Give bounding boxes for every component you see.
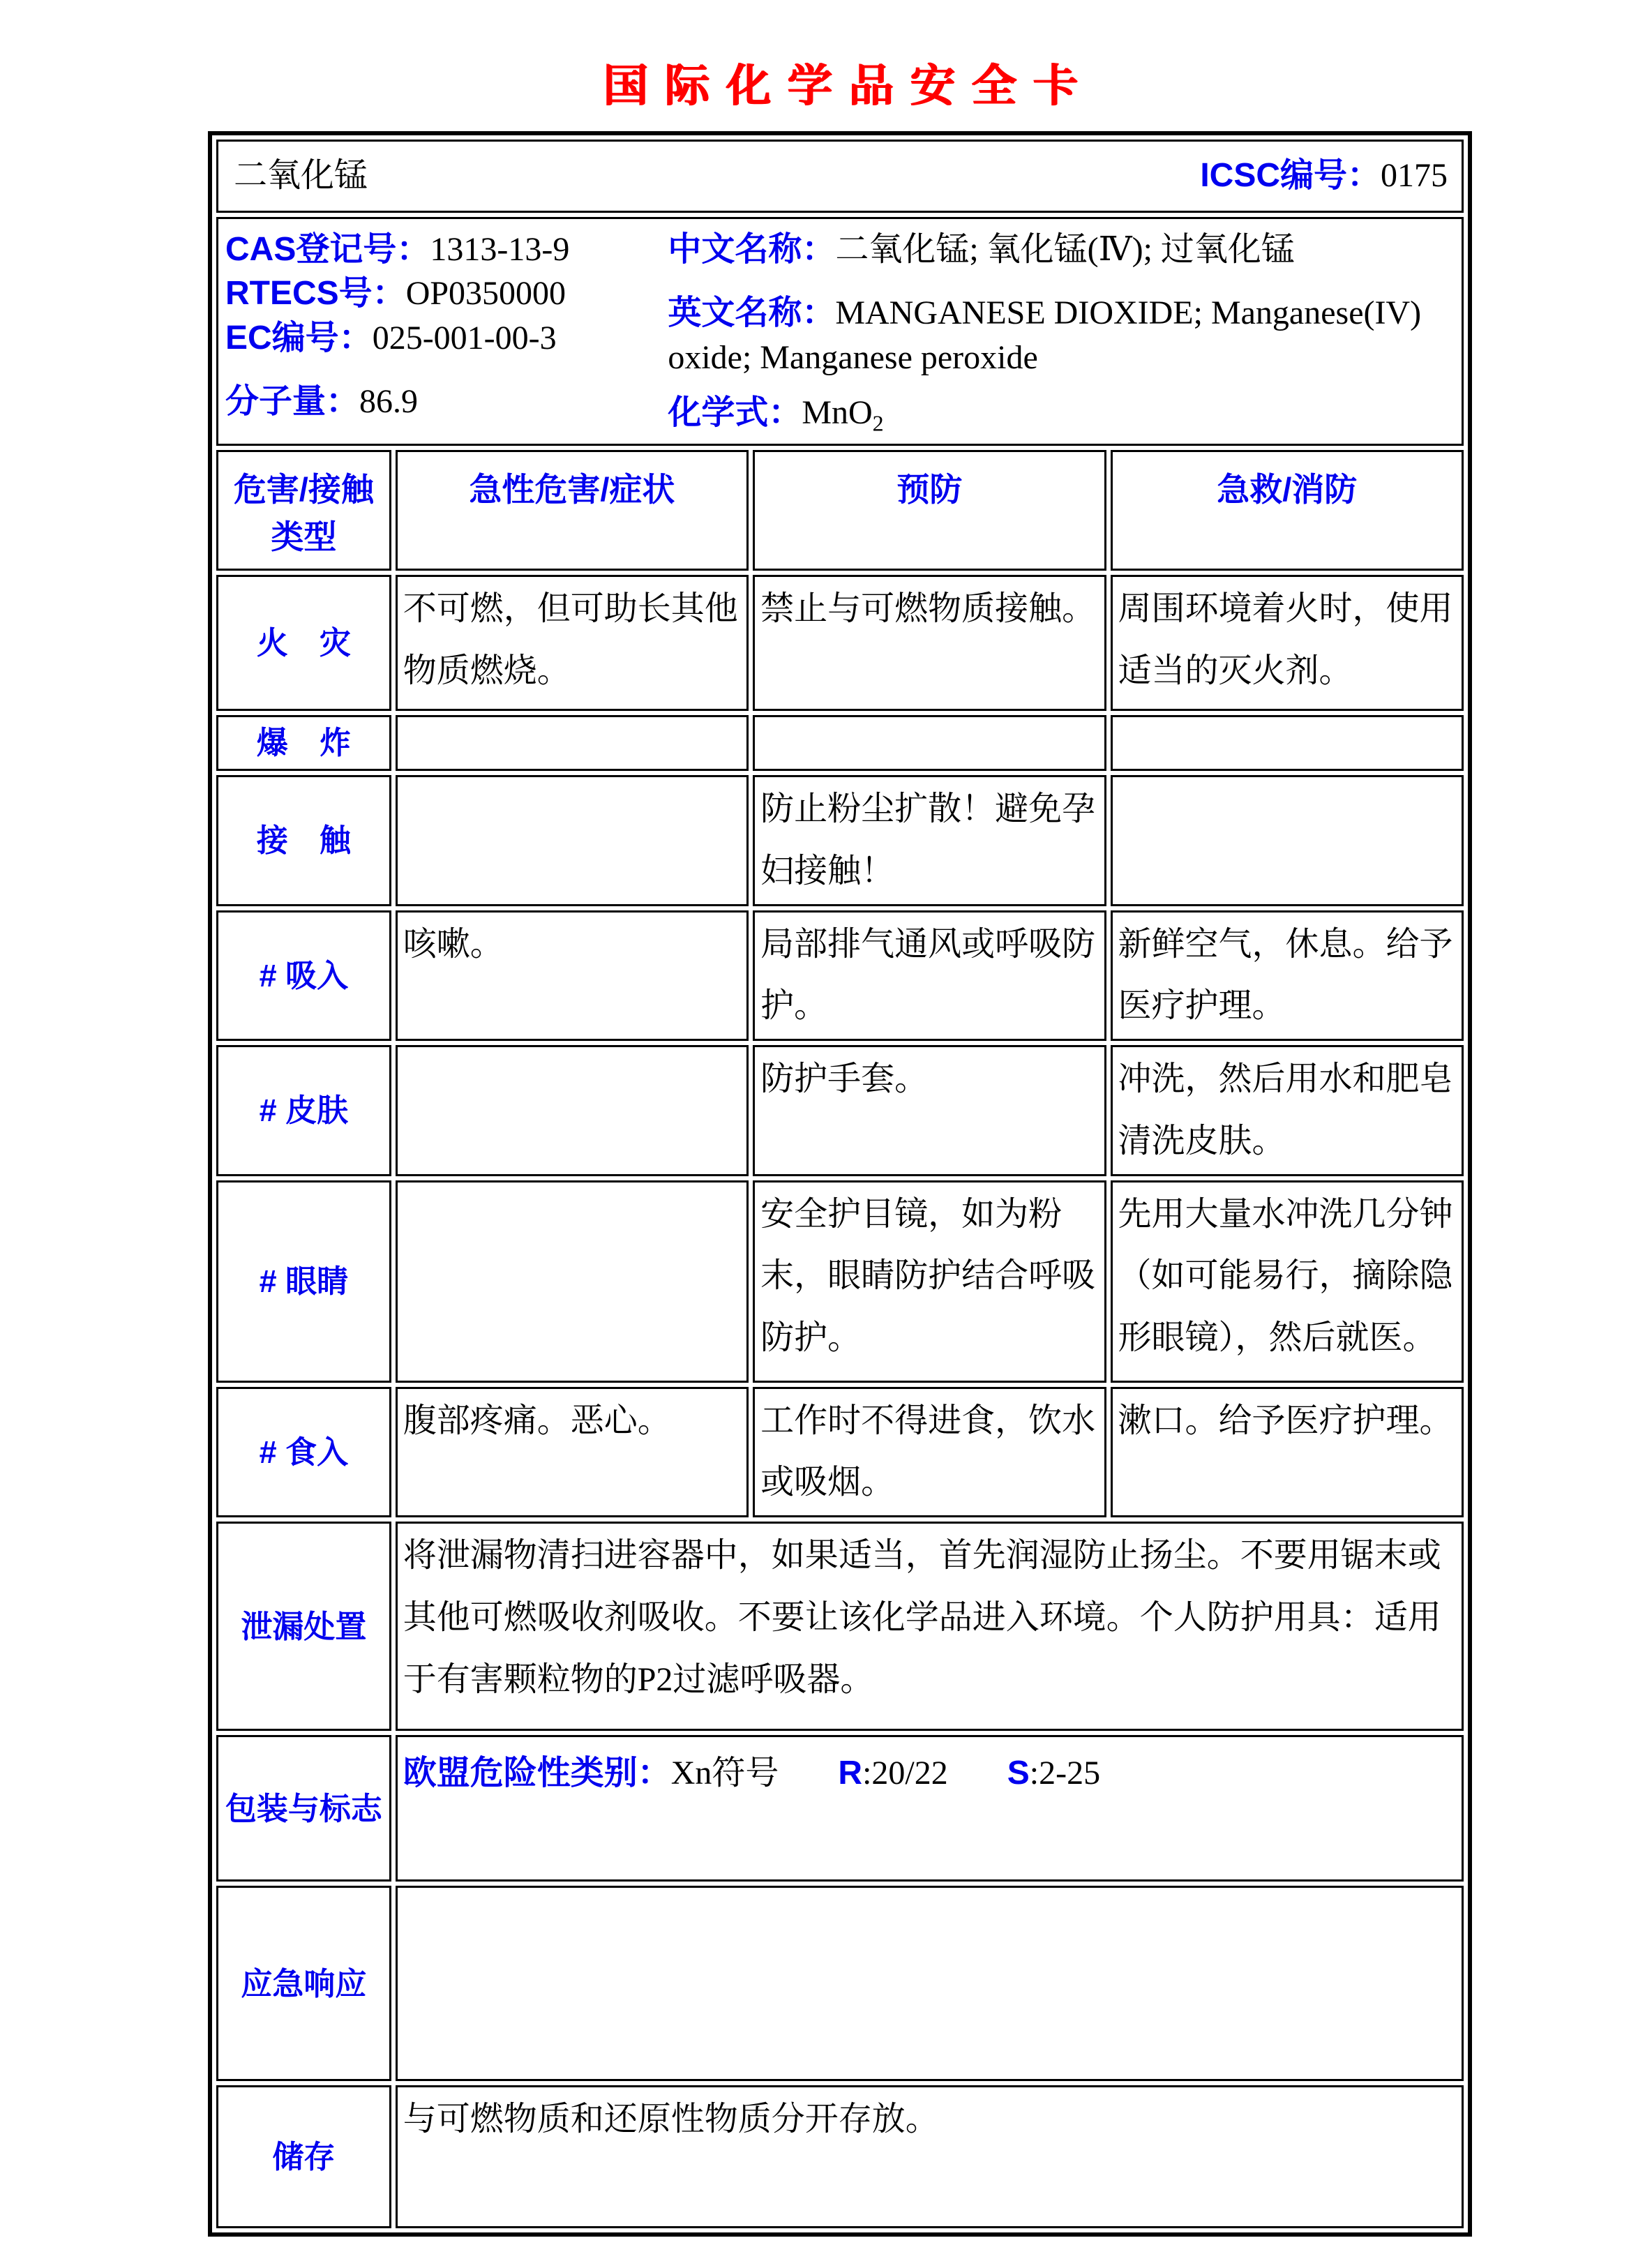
row-ingestion-label: # 食入 (216, 1387, 391, 1518)
r-phrases-value: :20/22 (862, 1755, 948, 1792)
skin-symptoms (396, 1045, 749, 1176)
row-packaging (216, 1735, 1464, 1882)
molecular-weight-label: 分子量： (225, 383, 360, 421)
name-row (216, 140, 1464, 213)
cas-value: 1313-13-9 (430, 231, 570, 268)
row-packaging-label: 包装与标志 (216, 1735, 391, 1882)
header-hazard-type: 危害/接触 类型 (216, 450, 391, 571)
eyes-symptoms (396, 1180, 749, 1383)
icsc-number-label: ICSC编号： (1200, 157, 1381, 195)
row-skin (216, 1045, 1464, 1176)
ec-value: 025-001-00-3 (372, 319, 557, 356)
skin-prevention: 防护手套。 (753, 1045, 1106, 1176)
row-exposure (216, 775, 1464, 906)
molecular-weight-value: 86.9 (359, 383, 419, 421)
chemical-formula-label: 化学式： (668, 394, 802, 432)
row-emergency-label: 应急响应 (216, 1886, 391, 2081)
english-name (668, 291, 1455, 380)
exposure-response (1111, 775, 1464, 906)
row-ingestion (216, 1387, 1464, 1518)
fire-prevention: 禁止与可燃物质接触。 (753, 575, 1106, 711)
identification-row (216, 217, 1464, 446)
cas-number (225, 227, 668, 271)
row-storage-label: 储存 (216, 2085, 391, 2228)
molecular-weight (225, 380, 668, 423)
row-eyes (216, 1180, 1464, 1383)
eu-hazard-symbol: Xn符号 (670, 1755, 779, 1792)
identification-right-column (668, 227, 1455, 438)
english-name-label: 英文名称： (668, 294, 836, 332)
row-emergency (216, 1886, 1464, 2081)
storage-text: 与可燃物质和还原性物质分开存放。 (396, 2085, 1464, 2228)
icsc-number (1200, 145, 1448, 207)
s-phrases-value: :2-25 (1029, 1755, 1101, 1792)
ingestion-symptoms: 腹部疼痛。恶心。 (396, 1387, 749, 1518)
r-phrases-label: R (838, 1755, 863, 1792)
row-fire (216, 575, 1464, 711)
icsc-number-value: 0175 (1381, 157, 1448, 195)
row-storage (216, 2085, 1464, 2228)
fire-response: 周围环境着火时，使用适当的灭火剂。 (1111, 575, 1464, 711)
eyes-response: 先用大量水冲洗几分钟（如可能易行，摘除隐形眼镜），然后就医。 (1111, 1180, 1464, 1383)
identification-cell (216, 217, 1464, 446)
inhalation-response: 新鲜空气，休息。给予医疗护理。 (1111, 910, 1464, 1042)
row-inhalation-label: # 吸入 (216, 910, 391, 1042)
ingestion-prevention: 工作时不得进食，饮水或吸烟。 (753, 1387, 1106, 1518)
chemical-formula-value: MnO$_2$ (802, 394, 884, 436)
s-phrases-label: S (1007, 1755, 1030, 1792)
explosion-response (1111, 715, 1464, 771)
row-fire-label: 火 灾 (216, 575, 391, 711)
emergency-text (396, 1886, 1464, 2081)
explosion-symptoms (396, 715, 749, 771)
fire-symptoms: 不可燃，但可助长其他物质燃烧。 (396, 575, 749, 711)
chinese-name (668, 227, 1455, 271)
exposure-symptoms (396, 775, 749, 906)
inhalation-prevention: 局部排气通风或呼吸防护。 (753, 910, 1106, 1042)
english-name-value: MANGANESE DIOXIDE; Manganese(IV) oxide; Manganese peroxide (668, 294, 1422, 376)
header-acute-hazards: 急性危害/症状 (396, 450, 749, 571)
row-explosion-label: 爆 炸 (216, 715, 391, 771)
cas-label: CAS登记号： (225, 231, 430, 268)
rtecs-number (225, 271, 668, 315)
packaging-text (396, 1735, 1464, 1882)
identification-left-column (225, 227, 668, 438)
rtecs-label: RTECS号： (225, 275, 406, 313)
name-cell (216, 140, 1464, 213)
row-inhalation (216, 910, 1464, 1042)
row-exposure-label: 接 触 (216, 775, 391, 906)
inhalation-symptoms: 咳嗽。 (396, 910, 749, 1042)
page-title: 国际化学品安全卡 (603, 61, 1094, 111)
row-explosion (216, 715, 1464, 771)
ingestion-response: 漱口。给予医疗护理。 (1111, 1387, 1464, 1518)
chemical-formula (668, 391, 1455, 438)
skin-response: 冲洗，然后用水和肥皂清洗皮肤。 (1111, 1045, 1464, 1176)
row-skin-label: # 皮肤 (216, 1045, 391, 1176)
header-prevention: 预防 (753, 450, 1106, 571)
chemical-name-cn: 二氧化锰 (234, 157, 368, 195)
formula-subscript: 2 (872, 410, 884, 436)
rtecs-value: OP0350000 (405, 275, 566, 313)
ec-label: EC编号： (225, 319, 373, 356)
eyes-prevention: 安全护目镜，如为粉末，眼睛防护结合呼吸防护。 (753, 1180, 1106, 1383)
eu-hazard-class-label: 欧盟危险性类别： (403, 1755, 671, 1792)
ec-number (225, 316, 668, 360)
explosion-prevention (753, 715, 1106, 771)
safety-card-page (208, 0, 1472, 2237)
header-first-aid: 急救/消防 (1111, 450, 1464, 571)
icsc-card-table (208, 131, 1472, 2237)
row-spillage (216, 1522, 1464, 1731)
exposure-prevention: 防止粉尘扩散！避免孕妇接触！ (753, 775, 1106, 906)
spillage-text: 将泄漏物清扫进容器中，如果适当，首先润湿防止扬尘。不要用锯末或其他可燃吸收剂吸收。不要让该化学品进入环境。个人防护用具：适用于有害颗粒物的P2过滤呼吸器。 (396, 1522, 1464, 1731)
chinese-name-value: 二氧化锰; 氧化锰(Ⅳ); 过氧化锰 (835, 231, 1295, 268)
row-eyes-label: # 眼睛 (216, 1180, 391, 1383)
hazard-header-row (216, 450, 1464, 571)
chinese-name-label: 中文名称： (668, 231, 836, 268)
row-spillage-label: 泄漏处置 (216, 1522, 391, 1731)
